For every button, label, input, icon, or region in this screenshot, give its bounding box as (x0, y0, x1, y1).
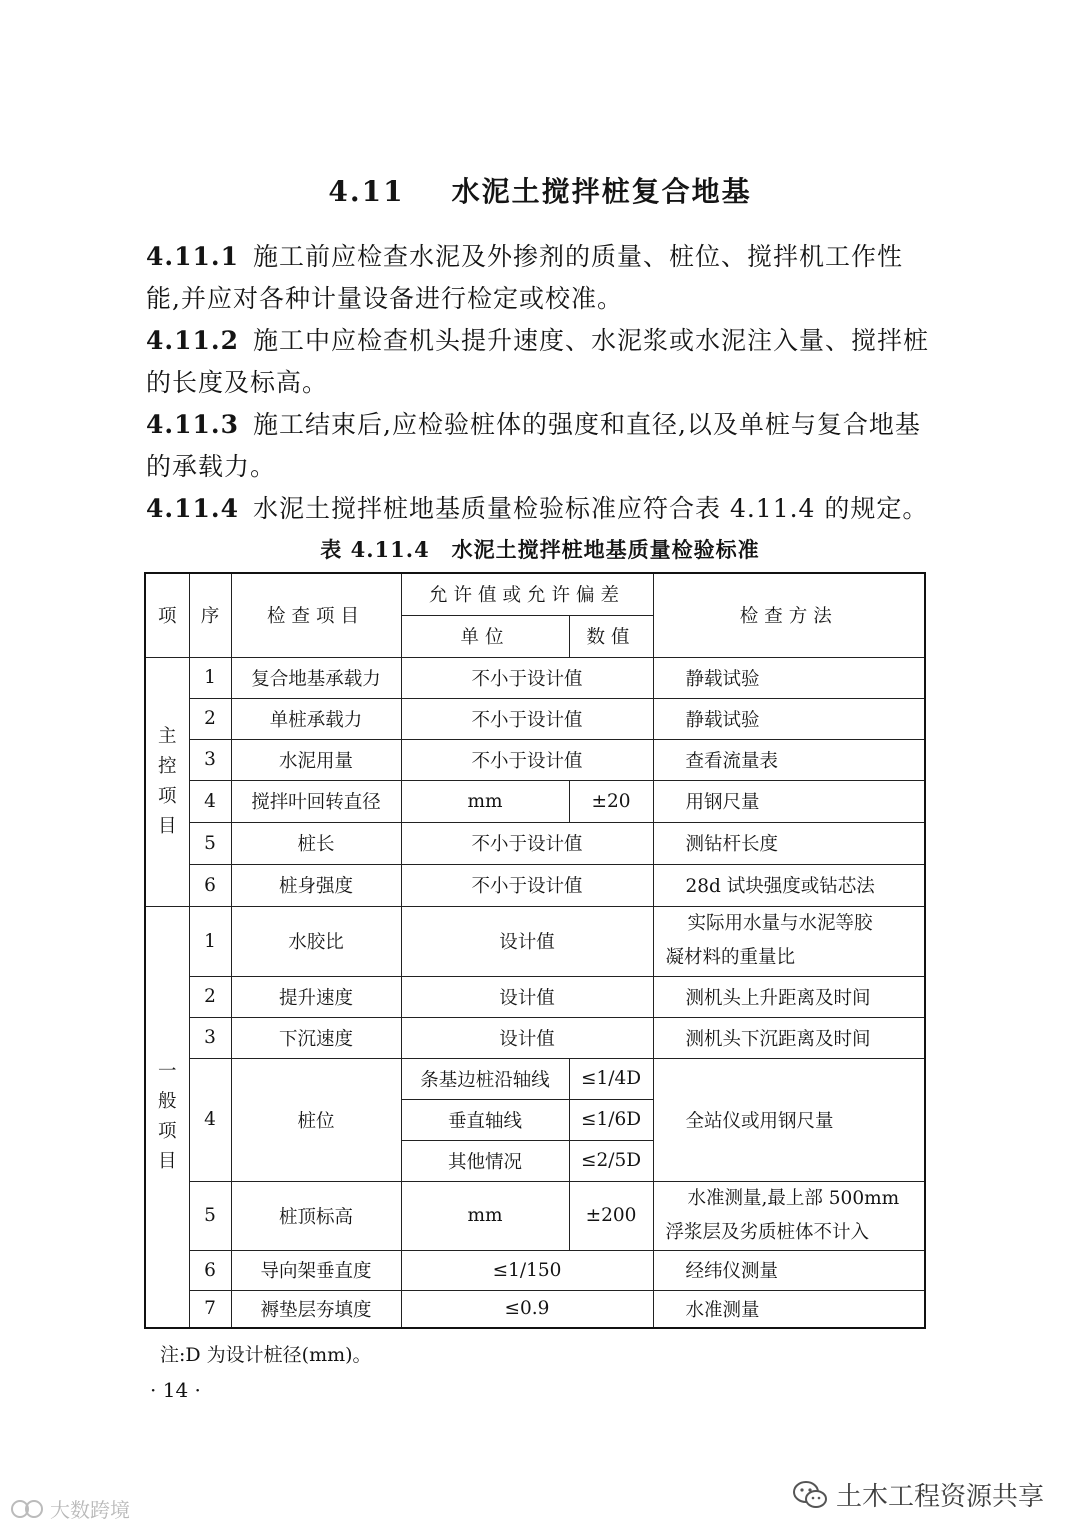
group-char: 目 (157, 815, 177, 837)
cell-tolerance: 不小于设计值 (401, 657, 653, 698)
table-row (145, 1058, 925, 1099)
cell-seq: 3 (189, 739, 231, 780)
method-line: 水准测量,最上部 500mm (687, 1187, 900, 1209)
clause-number: 4.11.4 (146, 494, 239, 523)
section-title: 水泥土搅拌桩复合地基 (451, 175, 752, 208)
cell-method: 测机头上升距离及时间 (653, 976, 925, 1017)
cell-seq: 1 (189, 657, 231, 698)
cell-item: 水胶比 (231, 906, 401, 976)
table-row (145, 906, 925, 976)
watermark-text: 大数跨境 (50, 1498, 130, 1522)
cell-unit: mm (401, 780, 569, 822)
cell-tolerance: 不小于设计值 (401, 822, 653, 864)
clause-number: 4.11.2 (146, 326, 239, 355)
cell-seq: 6 (189, 1250, 231, 1290)
cell-tolerance: 不小于设计值 (401, 698, 653, 739)
cell-item: 桩身强度 (231, 864, 401, 906)
cell-seq: 2 (189, 976, 231, 1017)
section-heading (0, 170, 1080, 210)
table-header-row (145, 573, 925, 615)
cell-unit: mm (401, 1181, 569, 1250)
cell-item: 单桩承载力 (231, 698, 401, 739)
table-row (145, 698, 925, 739)
method-line: 凝材料的重量比 (665, 947, 796, 968)
cell-method: 测钻杆长度 (653, 822, 925, 864)
cell-value: ≤2/5D (569, 1140, 653, 1181)
section-number: 4.11 (328, 175, 405, 208)
cell-method (653, 906, 925, 976)
method-line: 浮浆层及劣质桩体不计入 (665, 1221, 870, 1243)
clause-number: 4.11.1 (146, 242, 239, 271)
cell-item: 褥垫层夯填度 (231, 1290, 401, 1328)
cell-tolerance: ≤1/150 (401, 1250, 653, 1290)
cell-unit: 条基边桩沿轴线 (401, 1058, 569, 1099)
logo-icon (10, 1498, 44, 1520)
cell-method: 全站仪或用钢尺量 (653, 1058, 925, 1181)
cell-item: 提升速度 (231, 976, 401, 1017)
cell-seq: 2 (189, 698, 231, 739)
cell-item: 复合地基承载力 (231, 657, 401, 698)
group-char: 项 (157, 785, 177, 807)
table-row (145, 1290, 925, 1328)
header-value: 数值 (569, 615, 653, 657)
cell-method: 用钢尺量 (653, 780, 925, 822)
header-category: 项 (145, 573, 189, 657)
table-row (145, 1250, 925, 1290)
group-char: 项 (157, 1120, 177, 1142)
cell-tolerance: 设计值 (401, 1017, 653, 1058)
clause (146, 236, 936, 320)
header-unit: 单位 (401, 615, 569, 657)
cell-seq: 7 (189, 1290, 231, 1328)
header-tolerance: 允许值或允许偏差 (401, 573, 653, 615)
clause-text: 施工中应检查机头提升速度、水泥浆或水泥注入量、搅拌桩的长度及标高。 (146, 326, 930, 397)
method-line: 实际用水量与水泥等胶 (687, 913, 873, 934)
cell-unit: 其他情况 (401, 1140, 569, 1181)
wechat-icon (792, 1480, 828, 1510)
header-seq: 序 (189, 573, 231, 657)
cell-tolerance: 不小于设计值 (401, 739, 653, 780)
cell-method: 经纬仪测量 (653, 1250, 925, 1290)
cell-item: 下沉速度 (231, 1017, 401, 1058)
cell-item: 桩顶标高 (231, 1181, 401, 1250)
clause-text: 施工前应检查水泥及外掺剂的质量、桩位、搅拌机工作性能,并应对各种计量设备进行检定或校准。 (146, 242, 904, 313)
group-char: 主 (157, 725, 177, 747)
group-char: 控 (157, 755, 177, 777)
clause-text: 施工结束后,应检验桩体的强度和直径,以及单桩与复合地基的承载力。 (146, 410, 921, 481)
clause-number: 4.11.3 (146, 410, 239, 439)
cell-item: 桩长 (231, 822, 401, 864)
watermark-brand (792, 1476, 1044, 1513)
clause (146, 404, 936, 488)
cell-seq: 3 (189, 1017, 231, 1058)
cell-unit: 垂直轴线 (401, 1099, 569, 1140)
header-method: 检查方法 (653, 573, 925, 657)
table-row (145, 1017, 925, 1058)
group-char: 般 (157, 1090, 177, 1112)
cell-tolerance: 设计值 (401, 976, 653, 1017)
clause (146, 488, 936, 530)
cell-seq: 4 (189, 780, 231, 822)
cell-tolerance: 设计值 (401, 906, 653, 976)
watermark-text: 土木工程资源共享 (835, 1482, 1044, 1512)
cell-seq: 5 (189, 822, 231, 864)
table-row (145, 657, 925, 698)
cell-method: 28d 试块强度或钻芯法 (653, 864, 925, 906)
cell-tolerance: ≤0.9 (401, 1290, 653, 1328)
cell-seq: 6 (189, 864, 231, 906)
header-item: 检查项目 (231, 573, 401, 657)
cell-seq: 4 (189, 1058, 231, 1181)
table-note: 注:D 为设计桩径(mm)。 (160, 1344, 372, 1366)
watermark-logo (10, 1494, 130, 1523)
cell-seq: 5 (189, 1181, 231, 1250)
clause-text: 水泥土搅拌桩地基质量检验标准应符合表 4.11.4 的规定。 (253, 494, 929, 523)
cell-item: 导向架垂直度 (231, 1250, 401, 1290)
group-label-general (145, 906, 189, 1328)
table-row (145, 739, 925, 780)
cell-method: 静载试验 (653, 698, 925, 739)
cell-value: ≤1/4D (569, 1058, 653, 1099)
group-char: 目 (157, 1150, 177, 1172)
table-row (145, 864, 925, 906)
cell-method: 查看流量表 (653, 739, 925, 780)
cell-item: 桩位 (231, 1058, 401, 1181)
cell-method: 静载试验 (653, 657, 925, 698)
cell-tolerance: 不小于设计值 (401, 864, 653, 906)
page-number: · 14 · (150, 1378, 201, 1402)
group-label-main (145, 657, 189, 906)
cell-item: 水泥用量 (231, 739, 401, 780)
table-row (145, 822, 925, 864)
clause (146, 320, 936, 404)
cell-method: 测机头下沉距离及时间 (653, 1017, 925, 1058)
table-row (145, 976, 925, 1017)
table-row (145, 780, 925, 822)
table-row (145, 1181, 925, 1250)
quality-standard-table (144, 572, 926, 1329)
cell-value: ±20 (569, 780, 653, 822)
cell-item: 搅拌叶回转直径 (231, 780, 401, 822)
cell-value: ≤1/6D (569, 1099, 653, 1140)
cell-method (653, 1181, 925, 1250)
group-char: 一 (157, 1060, 177, 1082)
cell-seq: 1 (189, 906, 231, 976)
cell-method: 水准测量 (653, 1290, 925, 1328)
table-caption: 表 4.11.4 水泥土搅拌桩地基质量检验标准 (320, 537, 760, 562)
cell-value: ±200 (569, 1181, 653, 1250)
